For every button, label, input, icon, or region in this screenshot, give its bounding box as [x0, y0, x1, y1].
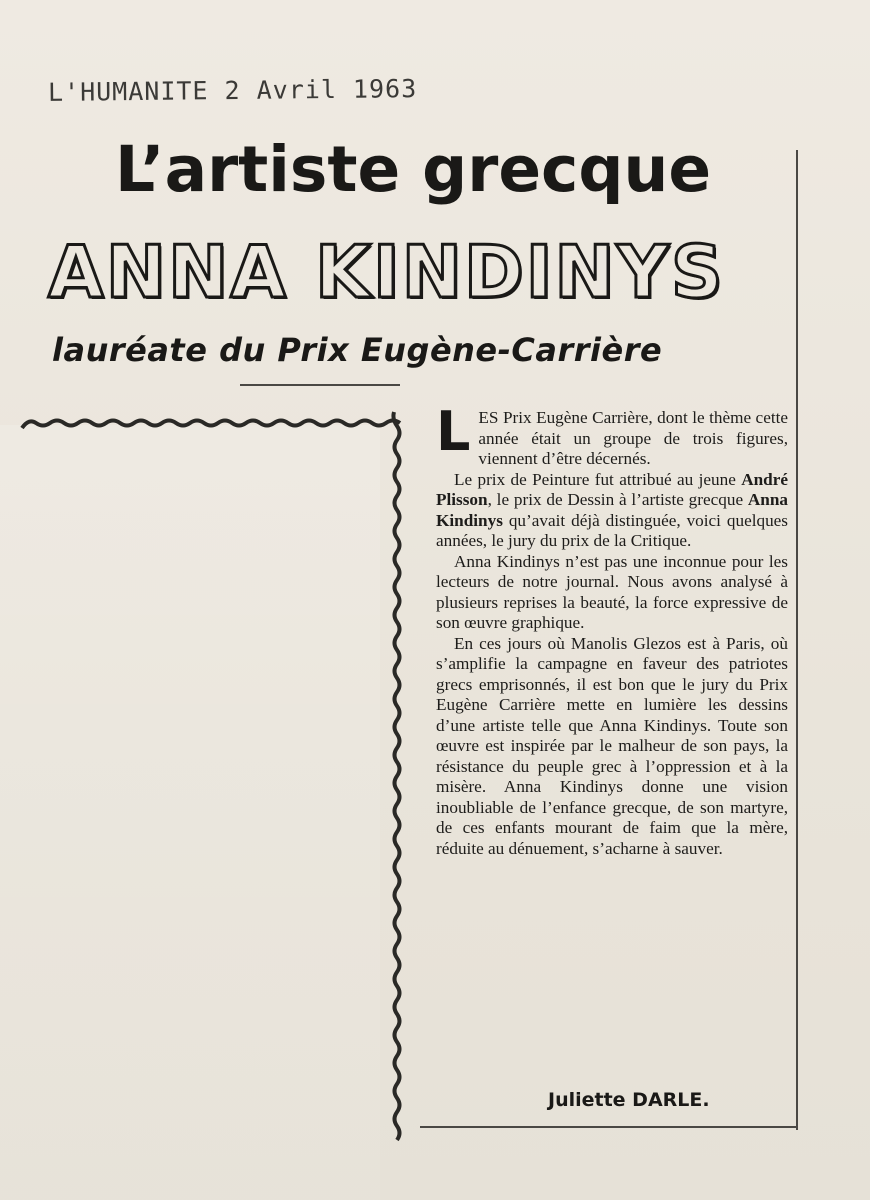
handwritten-source-note: L'HUMANITE 2 Avril 1963	[47, 74, 418, 107]
author-signature: Juliette DARLE.	[548, 1089, 710, 1111]
name-anna-kindinys: Anna Kindinys	[436, 490, 788, 530]
headline-subtitle: lauréate du Prix Eugène-Carrière	[52, 331, 663, 369]
article-paragraph-3: Anna Kindinys n’est pas une inconnue pour les lecteurs de notre journal. Nous avons analysé à plusieurs reprises la beauté, la force expressive de son œuvre graphique.	[436, 551, 788, 632]
wavy-border-vertical	[393, 412, 399, 1140]
article-paragraph-2	[436, 470, 788, 552]
paragraph-2-text-e: qu’avait déjà distinguée, voici quelques années, le jury du prix de la Critique.	[436, 510, 788, 550]
wavy-border-horizontal	[22, 421, 400, 429]
article-body	[436, 400, 788, 859]
article-paragraph-4: En ces jours où Manolis Glezos est à Paris, où s’amplifie la campagne en faveur des patriotes grecs emprisonnés, il est bon que le jury du Prix Eugène Carrière mette en lumière les dessins d’une artiste telle que Anna Kindinys. Toute son œuvre est inspirée par le malheur de son pays, la résistance du peuple grec à l’oppression et à la misère. Anna Kindinys donne une vision inoubliable de l’enfance grecque, de son martyre, de ces enfants mourant de faim que la mère, réduite au dénuement, s’acharne à sauver.	[436, 633, 788, 858]
headline-artist-name: ANNA KINDINYS	[48, 230, 725, 314]
paragraph-2-text-a: Le prix de Peinture fut attribué au jeune	[454, 469, 742, 489]
headline-line-1: L’artiste grecque	[115, 133, 712, 206]
paragraph-1-text: ES Prix Eugène Carrière, dont le thème cette année était un groupe de trois figures, viennent d’être décernés.	[478, 408, 788, 468]
paragraph-2-text-c: , le prix de Dessin à l’artiste grecque	[487, 490, 748, 509]
name-andre-plisson: André Plisson	[436, 469, 788, 509]
drop-cap: L	[436, 400, 471, 463]
article-paragraph-1	[436, 400, 788, 470]
